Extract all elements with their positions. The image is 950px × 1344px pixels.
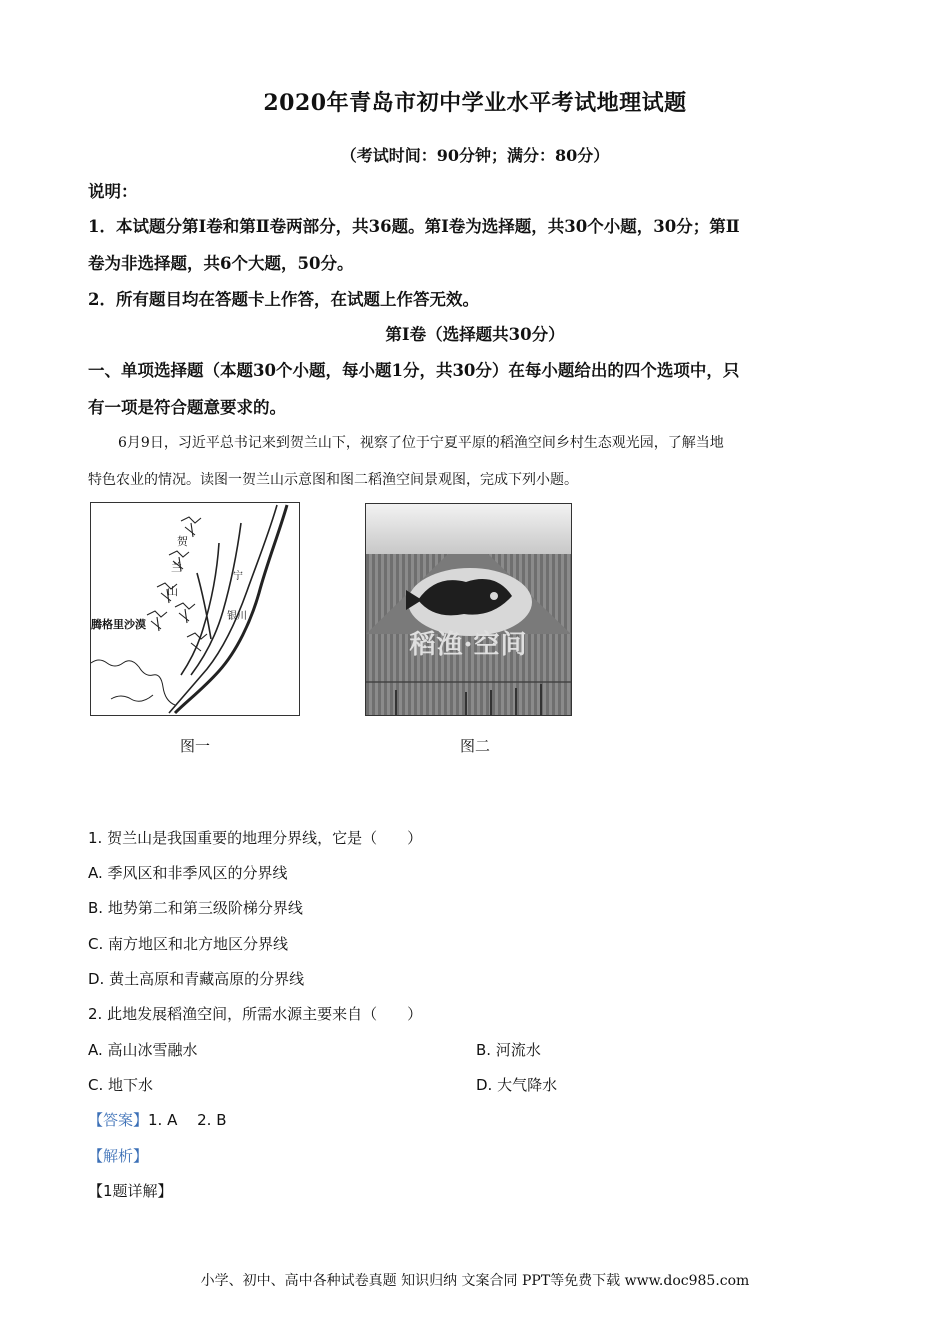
part1-heading: 第Ⅰ卷（选择题共30分） — [385, 325, 565, 344]
question-2-option-b: B. 河流水 — [476, 1041, 541, 1059]
figure1-map — [90, 502, 300, 716]
question-1-option-b: B. 地势第二和第三级阶梯分界线 — [88, 899, 303, 917]
detail-label: 【1题详解】 — [88, 1182, 173, 1200]
label-yinchuan: 银川 — [227, 611, 247, 622]
label-mountain-char-1: 贺 — [177, 535, 188, 548]
figure1-caption: 图一 — [180, 737, 211, 755]
figure2-photo — [365, 503, 572, 716]
figure2-caption: 图二 — [460, 737, 491, 755]
answer-text: 1. A 2. B — [148, 1111, 227, 1129]
label-ningxia: 宁 — [233, 571, 243, 582]
question-2-option-c: C. 地下水 — [88, 1076, 154, 1094]
note-item-1-line-2: 卷为非选择题，共6个大题，50分。 — [88, 254, 354, 273]
helan-map-drawing — [91, 503, 299, 715]
section1-line-1: 一、单项选择题（本题30个小题，每小题1分，共30分）在每小题给出的四个选项中，只 — [88, 361, 740, 380]
notes-heading: 说明： — [88, 182, 138, 201]
fish-pattern-graphic — [366, 504, 571, 715]
label-tengger-desert: 腾格里沙漠 — [91, 618, 146, 631]
answer-line — [88, 1109, 227, 1130]
section1-line-2: 有一项是符合题意要求的。 — [88, 398, 286, 417]
question-2-option-a: A. 高山冰雪融水 — [88, 1041, 198, 1059]
question-1-option-d: D. 黄土高原和青藏高原的分界线 — [88, 970, 305, 988]
label-mountain-char-3: 山 — [167, 585, 178, 598]
question-1-stem: 1. 贺兰山是我国重要的地理分界线，它是（ ） — [88, 829, 423, 847]
question-2-stem: 2. 此地发展稻渔空间，所需水源主要来自（ ） — [88, 1005, 423, 1023]
passage-line-1: 6月9日，习近平总书记来到贺兰山下，视察了位于宁夏平原的稻渔空间乡村生态观光园，了解当地 — [118, 435, 724, 451]
note-item-2: 2．所有题目均在答题卡上作答，在试题上作答无效。 — [88, 290, 479, 309]
note-item-1-line-1: 1．本试题分第Ⅰ卷和第Ⅱ卷两部分，共36题。第Ⅰ卷为选择题，共30个小题，30分；第Ⅱ — [88, 217, 740, 236]
answer-label: 【答案】 — [88, 1111, 149, 1129]
field-lettering: 稻渔·空间 — [409, 630, 528, 660]
passage-line-2: 特色农业的情况。读图一贺兰山示意图和图二稻渔空间景观图，完成下列小题。 — [88, 472, 578, 488]
question-1-option-a: A. 季风区和非季风区的分界线 — [88, 864, 288, 882]
analysis-label: 【解析】 — [88, 1147, 149, 1165]
exam-info: （考试时间：90分钟；满分：80分） — [340, 146, 610, 165]
page-title: 2020年青岛市初中学业水平考试地理试题 — [263, 90, 687, 116]
question-1-option-c: C. 南方地区和北方地区分界线 — [88, 935, 289, 953]
label-mountain-char-2: 兰 — [171, 561, 182, 574]
question-2-option-d: D. 大气降水 — [476, 1076, 558, 1094]
page-footer: 小学、初中、高中各种试卷真题 知识归纳 文案合同 PPT等免费下载 www.doc985.com — [200, 1273, 750, 1289]
